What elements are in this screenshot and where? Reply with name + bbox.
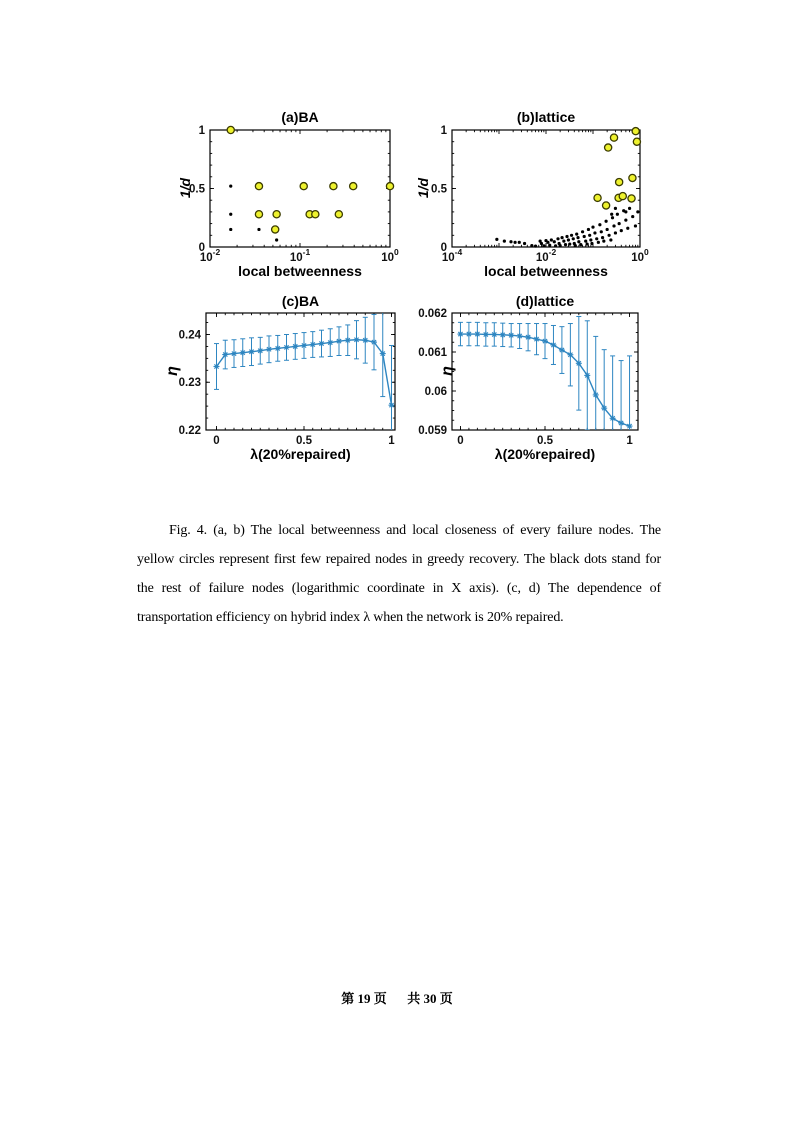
- svg-text:0.5: 0.5: [431, 183, 447, 196]
- svg-text:10-1: $10^{-1}$: [289, 247, 311, 264]
- subplot-c-title: (c)BA: [281, 293, 320, 309]
- svg-text:100: $10^0$: [631, 247, 649, 264]
- subplot-a-ba-scatter: [150, 100, 430, 295]
- svg-text:0.5: 0.5: [296, 435, 312, 447]
- subplot-c-xlabel: λ(20%repaired): [250, 446, 351, 462]
- svg-text:1: 1: [440, 125, 447, 137]
- svg-text:0.062: 0.062: [418, 308, 447, 320]
- svg-text:1: 1: [626, 435, 633, 447]
- subplot-d-ylabel: η: [439, 366, 456, 376]
- svg-text:0: 0: [198, 242, 205, 254]
- subplot-d-title: (d)lattice: [515, 293, 575, 309]
- svg-text:0.06: 0.06: [424, 386, 447, 398]
- subplot-a-ylabel: 1/d: [177, 177, 193, 199]
- svg-text:0.5: 0.5: [537, 435, 553, 447]
- subplot-b-title: (b)lattice: [516, 109, 576, 125]
- svg-text:1: 1: [198, 125, 205, 137]
- svg-text:0.059: 0.059: [418, 425, 447, 437]
- subplot-a-xlabel: local betweenness: [238, 263, 362, 279]
- svg-text:10-2: $10^{-2}$: [199, 247, 221, 264]
- subplot-d-xlabel: λ(20%repaired): [494, 446, 596, 462]
- svg-text:10-4: $10^{-4}$: [441, 247, 463, 264]
- svg-text:10-2: $10^{-2}$: [535, 247, 557, 264]
- footer-page-total: 共 30 页: [407, 991, 453, 1006]
- svg-text:0.24: 0.24: [178, 329, 201, 342]
- svg-text:0.061: 0.061: [418, 347, 447, 359]
- svg-text:0: 0: [457, 435, 464, 447]
- svg-text:100: $10^0$: [381, 247, 399, 264]
- subplot-b-ylabel: 1/d: [415, 177, 431, 199]
- subplot-b-lattice-scatter: [400, 100, 680, 295]
- figure-caption: Fig. 4. (a, b) The local betweenness and local closeness of every failure nodes. The yellow circles represent first few repaired nodes in greedy recovery. The black dots stand for the rest of failure nodes (logarithmic coordinate in X axis). (c, d) The dependence of transportation efficiency on hybrid index λ when the network is 20% repaired.: [137, 523, 661, 625]
- svg-text:0.22: 0.22: [178, 425, 201, 437]
- svg-text:0: 0: [213, 435, 220, 447]
- svg-text:0.23: 0.23: [178, 377, 201, 390]
- page-footer: [0, 988, 794, 1007]
- subplot-c-ylabel: η: [164, 366, 181, 376]
- svg-text:0: 0: [440, 242, 447, 254]
- svg-text:0.5: 0.5: [189, 183, 205, 196]
- subplot-c-ba-errorbar: [150, 285, 430, 480]
- svg-text:1: 1: [388, 435, 395, 447]
- footer-page-number: 第 19 页: [341, 991, 387, 1006]
- subplot-a-title: (a)BA: [281, 109, 319, 125]
- subplot-b-xlabel: local betweenness: [484, 263, 608, 279]
- subplot-d-lattice-errorbar: [400, 285, 680, 480]
